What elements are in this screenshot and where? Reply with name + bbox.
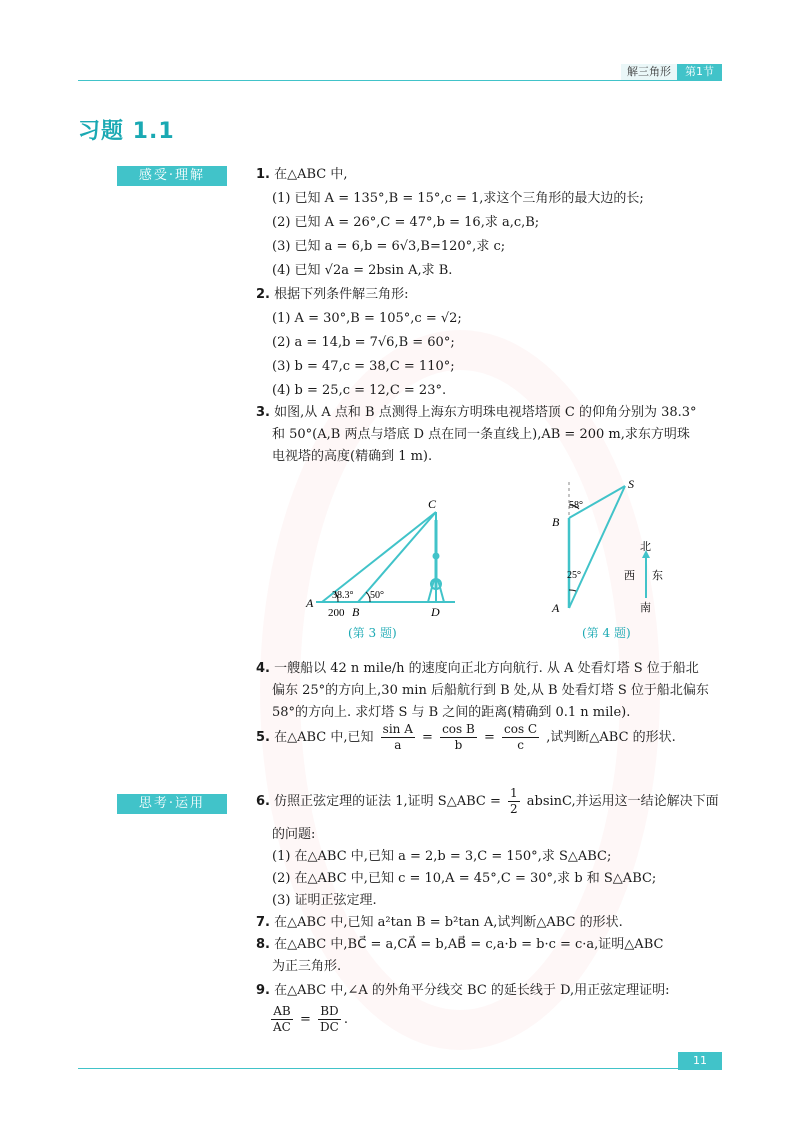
compass-icon (624, 540, 663, 614)
question-number: 5. (256, 730, 270, 745)
sightline-b (358, 512, 436, 602)
question-6-line-1 (256, 786, 719, 817)
question-5 (256, 722, 676, 753)
question-3-line-3: 电视塔的高度(精确到 1 m). (272, 449, 433, 464)
angle-b-value: 58° (569, 500, 583, 511)
section-tag-understanding: 感受·理解 (117, 166, 227, 186)
fraction-cos-c: $\frac{\text{cos C}}{c}$ (504, 722, 538, 752)
question-text: 在△ABC 中, (274, 167, 348, 182)
figure-4-caption: (第 4 题) (582, 626, 631, 640)
footer-rule (78, 1068, 722, 1069)
question-7 (256, 914, 623, 932)
label-b: B (352, 605, 360, 619)
fraction-sin-a: $\frac{\text{sin A}}{a}$ (382, 722, 413, 752)
header-chapter: 解三角形 (621, 64, 677, 80)
header-rule (78, 80, 722, 81)
q1-item-1: (1) 已知 A = 135°,B = 15°,c = 1,求这个三角形的最大边的长; (272, 191, 644, 206)
question-number: 3. (256, 405, 270, 420)
label-c: C (428, 497, 437, 511)
question-6-line-2: 的问题: (272, 827, 316, 842)
compass-east: 东 (652, 569, 663, 582)
running-header (621, 64, 722, 80)
q6-item-1: (1) 在△ABC 中,已知 a = 2,b = 3,C = 150°,求 S△ABC; (272, 849, 612, 864)
question-number: 1. (256, 167, 270, 182)
question-text: 一艘船以 42 n mile/h 的速度向正北方向航行. 从 A 处看灯塔 S 位于船北 (274, 661, 699, 676)
equals-sign: = (300, 1012, 311, 1027)
angle-b-value: 50° (370, 590, 384, 601)
q1-item-4: (4) 已知 √2a = 2bsin A,求 B. (272, 263, 453, 278)
distance-ab: 200 (328, 607, 345, 619)
question-number: 2. (256, 287, 270, 302)
question-3-line-1 (256, 404, 697, 422)
period: . (343, 1012, 348, 1027)
question-4-line-1 (256, 660, 699, 678)
compass-south: 南 (640, 601, 651, 614)
equals-sign: = (422, 730, 433, 745)
question-text: 在△ABC 中,∠A 的外角平分线交 BC 的延长线于 D,用正弦定理证明: (274, 983, 670, 998)
question-text-pre: 在△ABC 中,已知 (274, 730, 374, 745)
label-d: D (431, 605, 440, 619)
q1-item-3: (3) 已知 a = 6,b = 6√3,B=120°,求 c; (272, 239, 506, 254)
question-text-post: absinC,并运用这一结论解决下面 (526, 794, 719, 809)
question-1-stem (256, 166, 348, 184)
question-text: 在△ABC 中,BC⃗ = a,CA⃗ = b,AB⃗ = c,a·b = b·c = c·a,证明△ABC (274, 937, 664, 952)
fraction-bd-dc: $\frac{BD}{DC}$ (320, 1004, 339, 1034)
question-number: 7. (256, 915, 270, 930)
question-text: 在△ABC 中,已知 a²tan B = b²tan A,试判断△ABC 的形状. (274, 915, 623, 930)
question-number: 9. (256, 983, 270, 998)
q2-item-2: (2) a = 14,b = 7√6,B = 60°; (272, 335, 455, 350)
tower-icon (428, 520, 444, 602)
fraction-cos-b: $\frac{\text{cos B}}{b}$ (442, 722, 475, 752)
question-number: 8. (256, 937, 270, 952)
label-a: A (306, 596, 314, 610)
page-number: 11 (678, 1052, 722, 1070)
question-9-formula (268, 1004, 348, 1035)
q2-item-4: (4) b = 25,c = 12,C = 23°. (272, 383, 447, 398)
figure-3-diagram (300, 490, 470, 620)
q2-item-1: (1) A = 30°,B = 105°,c = √2; (272, 311, 462, 326)
equals-sign: = (483, 730, 495, 745)
page-title: 习题 1.1 (78, 119, 175, 144)
compass-west: 西 (624, 569, 635, 582)
fraction-half: $\frac{1}{2}$ (510, 786, 518, 816)
compass-north: 北 (640, 540, 651, 553)
question-2-stem (256, 286, 409, 304)
question-4-line-3: 58°的方向上. 求灯塔 S 与 B 之间的距离(精确到 0.1 n mile). (272, 705, 631, 720)
angle-a-value: 25° (567, 570, 581, 581)
label-s: S (628, 477, 634, 491)
question-8-line-2: 为正三角形. (272, 959, 342, 974)
label-b: B (552, 515, 560, 529)
question-text: 根据下列条件解三角形: (274, 287, 409, 302)
figure-4-diagram (544, 474, 674, 618)
header-section: 第1节 (677, 64, 722, 80)
q6-item-2: (2) 在△ABC 中,已知 c = 10,A = 45°,C = 30°,求 b 和 S△ABC; (272, 871, 657, 886)
fraction-ab-ac: $\frac{AB}{AC}$ (273, 1004, 291, 1034)
question-9-line-1 (256, 982, 670, 1000)
sightline-a (322, 512, 436, 602)
question-text-pre: 仿照正弦定理的证法 1,证明 S△ABC = (274, 794, 501, 809)
question-text-post: ,试判断△ABC 的形状. (546, 730, 676, 745)
question-number: 6. (256, 794, 270, 809)
question-3-line-2: 和 50°(A,B 两点与塔底 D 点在同一条直线上),AB = 200 m,求东方明珠 (272, 427, 690, 442)
figure-3-caption: (第 3 题) (348, 626, 397, 640)
angle-a-value: 38.3° (332, 590, 354, 601)
q1-item-2: (2) 已知 A = 26°,C = 47°,b = 16,求 a,c,B; (272, 215, 540, 230)
question-number: 4. (256, 661, 270, 676)
q2-item-3: (3) b = 47,c = 38,C = 110°; (272, 359, 455, 374)
question-4-line-2: 偏东 25°的方向上,30 min 后船航行到 B 处,从 B 处看灯塔 S 位于船北偏东 (272, 683, 709, 698)
question-8-line-1 (256, 936, 663, 954)
q6-item-3: (3) 证明正弦定理. (272, 893, 377, 908)
label-a: A (552, 601, 560, 615)
section-tag-application: 思考·运用 (117, 794, 227, 814)
question-text: 如图,从 A 点和 B 点测得上海东方明珠电视塔塔顶 C 的仰角分别为 38.3° (274, 405, 697, 420)
